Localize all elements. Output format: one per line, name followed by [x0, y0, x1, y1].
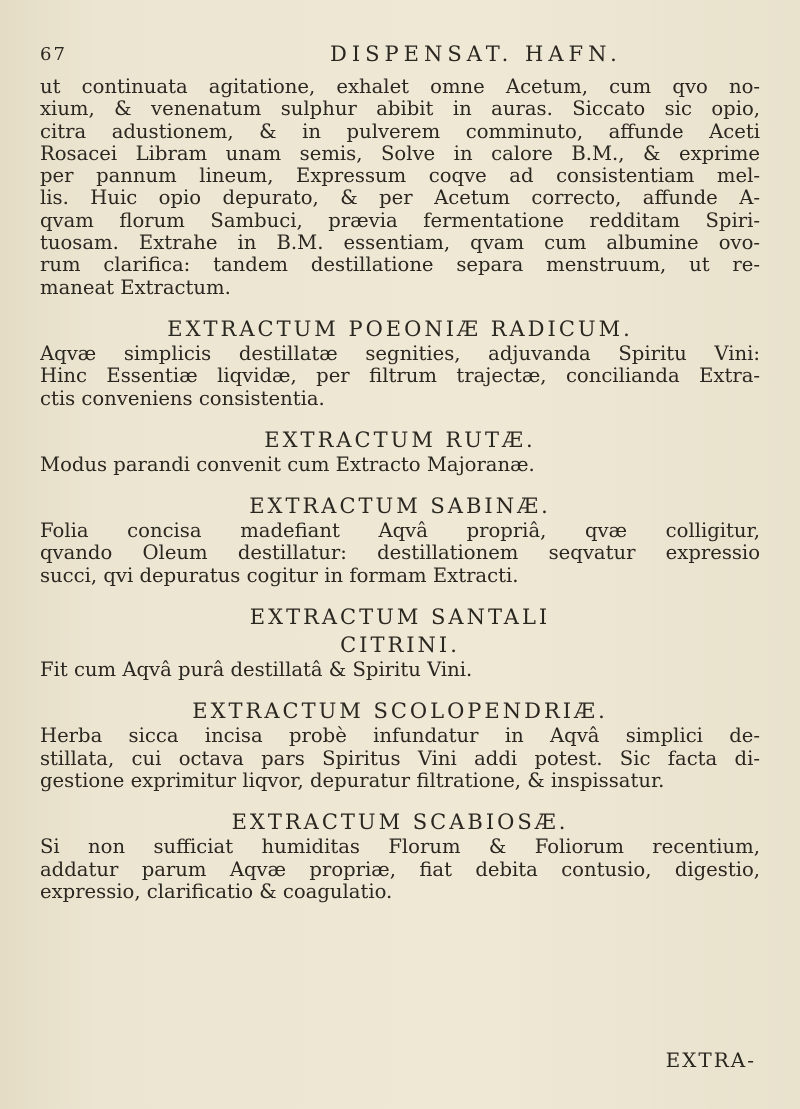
text-line: Folia concisa madefiant Aqvâ propriâ, qvæ colligitur, [40, 520, 760, 543]
catchword: EXTRA- [665, 1048, 756, 1072]
text-line: ut continuata agitatione, exhalet omne Acetum, cum qvo no- [40, 76, 760, 98]
section-poeonia [40, 315, 760, 410]
text-line: Herba sicca incisa probè infundatur in Aqvâ simplici de- [40, 725, 760, 748]
section-sabina [40, 492, 760, 587]
text-line: xium, & venenatum sulphur abibit in auras. Siccato sic opio, [40, 98, 760, 121]
running-title: DISPENSAT. HAFN. [330, 42, 622, 66]
section-heading: EXTRACTUM POEONIÆ RADICUM. [167, 316, 633, 341]
section-heading: EXTRACTUM RUTÆ. [264, 427, 536, 452]
text-line: rum clarifica: tandem destillatione separa menstruum, ut re- [40, 254, 760, 277]
text-line: Hinc Essentiæ liqvidæ, per filtrum trajectæ, concilianda Extra- [40, 365, 760, 388]
section-scabiosa [40, 808, 760, 903]
text-line: Fit cum Aqvâ purâ destillatâ & Spiritu Vini. [40, 659, 473, 682]
section-subheading: CITRINI. [340, 633, 460, 658]
section-santalum [40, 603, 760, 681]
section-scolopendria [40, 697, 760, 792]
intro-paragraph [40, 76, 760, 299]
text-line: Si non sufficiat humiditas Florum & Foliorum recentium, [40, 836, 760, 859]
text-line: Rosacei Libram unam semis, Solve in calore B.M., & exprime [40, 142, 760, 165]
section-heading: EXTRACTUM SANTALI [249, 605, 551, 630]
text-line: maneat Extractum. [40, 276, 231, 299]
text-line: Aqvæ simplicis destillatæ segnities, adjuvanda Spiritu Vini: [40, 342, 760, 365]
text-line: Modus parandi convenit cum Extracto Majoranæ. [40, 453, 535, 476]
text-line: stillata, cui octava pars Spiritus Vini addi potest. Sic facta di- [40, 747, 760, 770]
page-body [40, 76, 760, 903]
section-ruta [40, 426, 760, 476]
text-line: expressio, clarificatio & coagulatio. [40, 880, 393, 903]
text-line: succi, qvi depuratus cogitur in formam Extracti. [40, 564, 519, 587]
section-heading: EXTRACTUM SCABIOSÆ. [231, 810, 569, 835]
text-line: ctis conveniens consistentia. [40, 387, 325, 410]
page-header [40, 42, 760, 72]
section-heading: EXTRACTUM SCOLOPENDRIÆ. [192, 699, 608, 724]
text-line: qvando Oleum destillatur: destillationem seqvatur expressio [40, 542, 760, 565]
text-line: citra adustionem, & in pulverem comminuto, affunde Aceti [40, 120, 760, 143]
page-number: 67 [40, 44, 67, 65]
section-heading: EXTRACTUM SABINÆ. [249, 494, 551, 519]
text-line: tuosam. Extrahe in B.M. essentiam, qvam cum albumine ovo- [40, 232, 760, 255]
text-line: per pannum lineum, Expressum coqve ad consistentiam mel- [40, 165, 760, 188]
text-line: addatur parum Aqvæ propriæ, fiat debita contusio, digestio, [40, 858, 760, 881]
text-line: lis. Huic opio depurato, & per Acetum correcto, affunde A- [40, 187, 760, 210]
text-line: gestione exprimitur liqvor, depuratur filtratione, & inspissatur. [40, 769, 665, 792]
text-line: qvam florum Sambuci, prævia fermentatione redditam Spiri- [40, 209, 760, 232]
